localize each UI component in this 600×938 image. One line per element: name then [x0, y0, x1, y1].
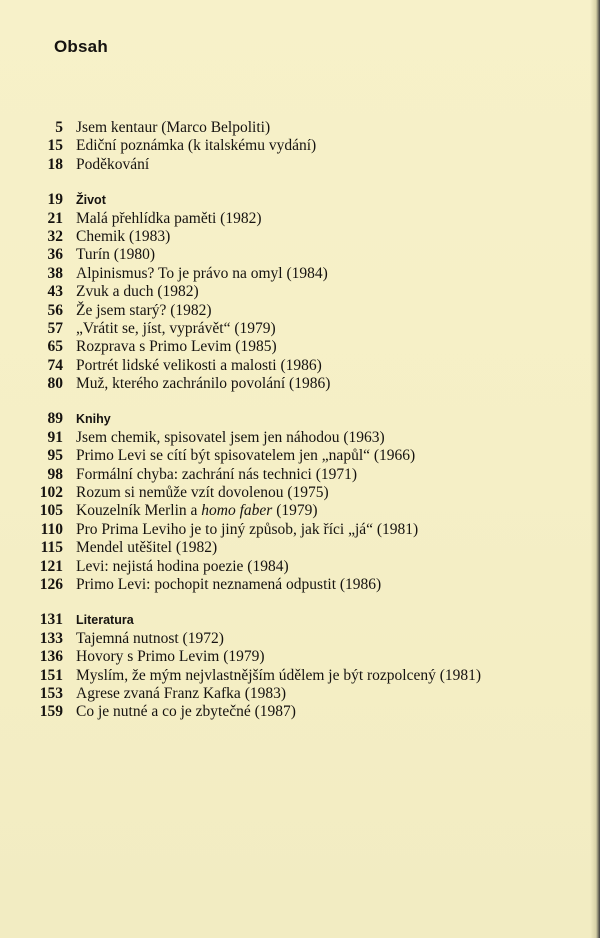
entry-title: Zvuk a duch (1982)	[76, 283, 199, 301]
toc-entry	[0, 320, 600, 338]
toc-page-number: 38	[47, 264, 63, 282]
toc-group	[0, 611, 600, 721]
toc-page-number: 105	[39, 502, 63, 520]
entry-title: Mendel utěšitel (1982)	[76, 539, 218, 557]
toc-page-number: 159	[39, 703, 63, 721]
toc-page-number: 36	[47, 246, 63, 264]
toc-entry	[0, 521, 600, 539]
toc-entry	[0, 502, 600, 520]
toc-entry	[0, 246, 600, 264]
entry-title: Jsem kentaur (Marco Belpoliti)	[76, 119, 271, 136]
entry-title: Muž, kterého zachránilo povolání (1986)	[76, 375, 331, 393]
entry-title: Jsem chemik, spisovatel jsem jen náhodou (1963)	[76, 428, 385, 446]
toc-entry	[0, 447, 600, 465]
table-of-contents	[0, 119, 600, 722]
toc-page-number: 95	[47, 447, 63, 465]
toc-entry	[0, 375, 600, 393]
toc-page-number: 153	[39, 684, 63, 702]
toc-entry	[0, 228, 600, 246]
toc-entry	[0, 210, 600, 228]
toc-entry	[0, 302, 600, 320]
page-edge	[590, 0, 600, 938]
entry-title: Primo Levi se cítí být spisovatelem jen „napůl“ (1966)	[76, 447, 416, 465]
entry-title: Alpinismus? To je právo na omyl (1984)	[76, 264, 328, 282]
entry-title: Levi: nejistá hodina poezie (1984)	[76, 557, 289, 575]
toc-page-number: 19	[47, 191, 63, 209]
toc-page-number: 115	[40, 539, 63, 557]
toc-entry	[0, 265, 600, 283]
entry-title: Poděkování	[76, 155, 150, 173]
toc-page-number: 65	[47, 338, 63, 356]
entry-title: Turín (1980)	[76, 246, 156, 264]
toc-page-number: 102	[39, 484, 63, 502]
page-title: Obsah	[54, 37, 108, 56]
toc-entry	[0, 703, 600, 721]
toc-page-number: 126	[39, 575, 63, 593]
toc-entry	[0, 357, 600, 375]
toc-page-number: 121	[39, 557, 63, 575]
entry-title: Hovory s Primo Levim (1979)	[76, 648, 265, 666]
toc-entry	[0, 156, 600, 174]
toc-entry	[0, 466, 600, 484]
entry-title: Chemik (1983)	[76, 227, 171, 245]
entry-title: Agrese zvaná Franz Kafka (1983)	[76, 684, 287, 702]
toc-entry	[0, 137, 600, 155]
toc-entry	[0, 648, 600, 666]
toc-page-number: 151	[39, 666, 63, 684]
toc-page-number: 43	[47, 283, 63, 301]
entry-title: Ediční poznámka (k italskému vydání)	[76, 137, 317, 155]
entry-title: Formální chyba: zachrání nás technici (1971)	[76, 465, 358, 483]
toc-entry	[0, 630, 600, 648]
toc-page-number: 56	[47, 301, 63, 319]
toc-entry	[0, 667, 600, 685]
entry-title: Myslím, že mým nejvlastnějším údělem je být rozpolcený (1981)	[76, 666, 482, 684]
toc-section-heading	[0, 611, 600, 629]
toc-page-number: 21	[47, 209, 63, 227]
entry-title: Rozprava s Primo Levim (1985)	[76, 338, 277, 356]
toc-section-heading	[0, 191, 600, 209]
entry-title: Kouzelník Merlin a homo faber (1979)	[76, 502, 318, 520]
entry-title: Tajemná nutnost (1972)	[76, 629, 224, 647]
toc-entry	[0, 119, 600, 137]
section-title: Knihy	[76, 412, 111, 427]
entry-title: Pro Prima Leviho je to jiný způsob, jak říci „já“ (1981)	[76, 520, 419, 538]
toc-group	[0, 191, 600, 393]
toc-page-number: 91	[47, 428, 63, 446]
section-title: Život	[76, 193, 106, 208]
toc-entry	[0, 685, 600, 703]
toc-entry	[0, 558, 600, 576]
toc-page-number: 80	[47, 375, 63, 393]
toc-page-number: 133	[39, 629, 63, 647]
toc-entry	[0, 484, 600, 502]
entry-title: Malá přehlídka paměti (1982)	[76, 209, 262, 227]
toc-section-heading	[0, 410, 600, 428]
toc-page-number: 110	[40, 520, 63, 538]
entry-title-italic: homo faber	[201, 502, 273, 520]
toc-page-number: 89	[47, 410, 63, 428]
toc-entry	[0, 429, 600, 447]
section-title: Literatura	[76, 613, 134, 628]
toc-group	[0, 410, 600, 594]
toc-page-number: 136	[39, 648, 63, 666]
toc-entry	[0, 338, 600, 356]
toc-page-number: 57	[47, 319, 63, 337]
entry-title: Co je nutné a co je zbytečné (1987)	[76, 703, 296, 721]
toc-entry	[0, 576, 600, 594]
toc-page-number: 15	[47, 137, 63, 155]
toc-page-number: 18	[47, 155, 63, 173]
toc-page-number: 131	[39, 611, 63, 629]
toc-page-number: 32	[47, 227, 63, 245]
toc-page-number: 74	[47, 356, 63, 374]
toc-page-number: 5	[55, 119, 63, 136]
toc-page-number: 98	[47, 465, 63, 483]
toc-group	[0, 119, 600, 174]
entry-title: Rozum si nemůže vzít dovolenou (1975)	[76, 484, 329, 502]
toc-entry	[0, 283, 600, 301]
entry-title: Portrét lidské velikosti a malosti (1986)	[76, 356, 322, 374]
toc-entry	[0, 539, 600, 557]
entry-title: Že jsem starý? (1982)	[76, 301, 212, 319]
entry-title: Primo Levi: pochopit neznamená odpustit (1986)	[76, 575, 382, 593]
entry-title: „Vrátit se, jíst, vyprávět“ (1979)	[76, 319, 276, 337]
